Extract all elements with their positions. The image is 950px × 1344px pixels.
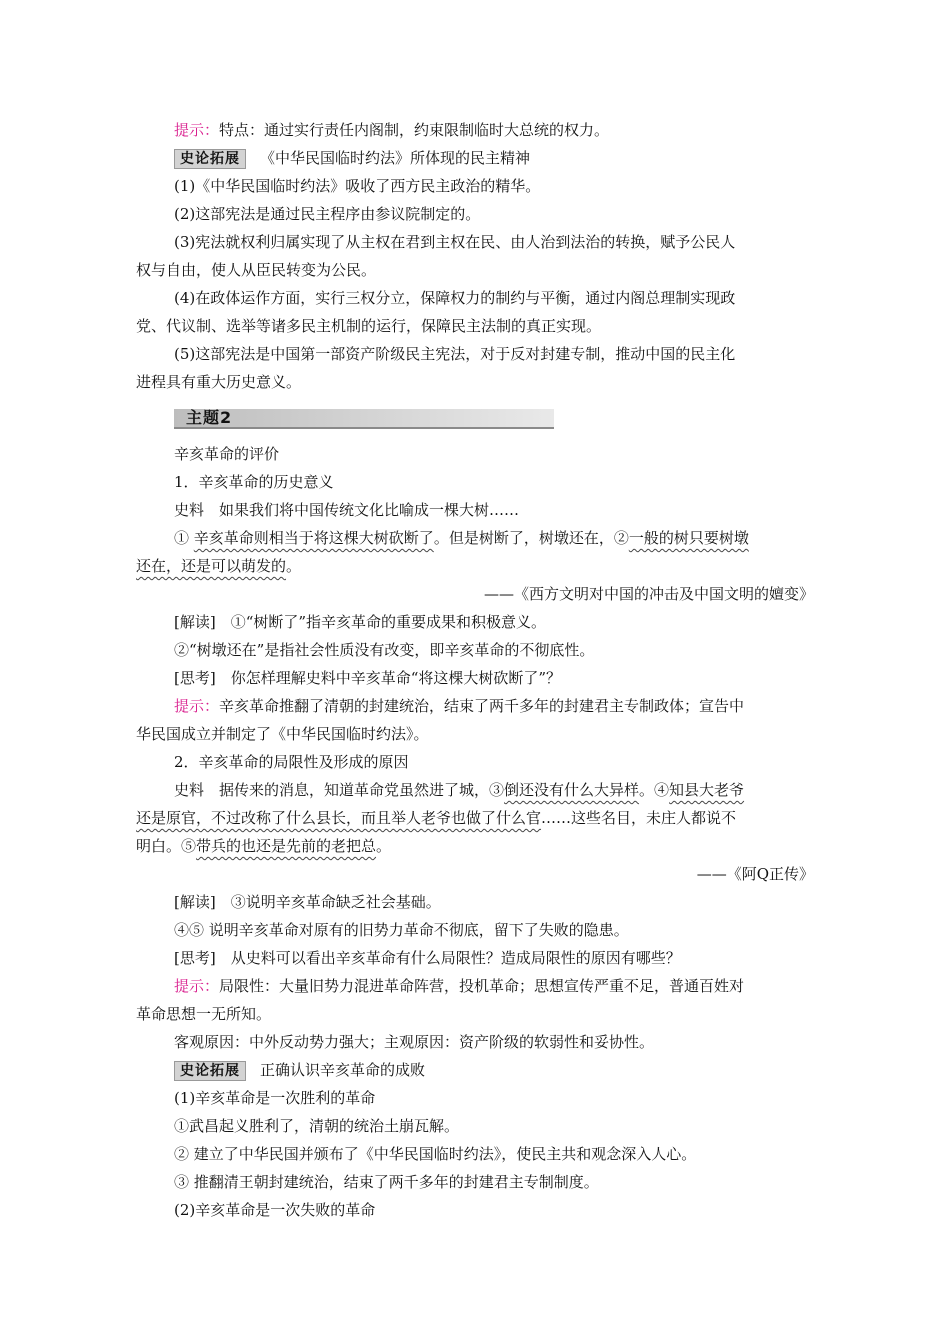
extension-heading xyxy=(136,1056,816,1084)
hint-line xyxy=(136,972,816,1000)
hint-line-cont: 华民国成立并制定了《中华民国临时约法》。 xyxy=(136,725,429,743)
source-line-cont xyxy=(136,832,816,860)
extension-tag: 史论拓展 xyxy=(174,149,246,169)
subsection-heading: 1．辛亥革命的历史意义 xyxy=(174,473,334,491)
interpretation: [解读] ①“树断了”指辛亥革命的重要成果和积极意义。 xyxy=(174,613,547,631)
hint-line-cont: 革命思想一无所知。 xyxy=(136,1005,272,1023)
section-title: 辛亥革命的评价 xyxy=(174,445,280,463)
wavy-text: 倒还没有什么大异样 xyxy=(504,781,640,799)
question: [思考] 你怎样理解史料中辛亥革命“将这棵大树砍断了”？ xyxy=(174,669,562,687)
wavy-text: 还在，还是可以萌发的 xyxy=(136,557,287,575)
paragraph: 客观原因：中外反动势力强大；主观原因：资产阶级的软弱性和妥协性。 xyxy=(174,1033,655,1051)
topic-label: 主题2 xyxy=(186,408,233,427)
paragraph-cont: 权与自由，使人从臣民转变为公民。 xyxy=(136,261,377,279)
hint-text: 特点：通过实行责任内阁制，约束限制临时大总统的权力。 xyxy=(219,121,610,139)
list-item: (2)辛亥革命是一次失败的革命 xyxy=(174,1201,376,1219)
interpretation: ④⑤ 说明辛亥革命对原有的旧势力革命不彻底，留下了失败的隐患。 xyxy=(174,921,629,939)
source-line-cont xyxy=(136,804,816,832)
paragraph-cont: 进程具有重大历史意义。 xyxy=(136,373,302,391)
extension-heading xyxy=(136,144,816,172)
topic-banner xyxy=(174,406,554,434)
text: 史料 据传来的消息，知道革命党虽然进了城，③ xyxy=(174,781,505,799)
paragraph: (3)宪法就权利归属实现了从主权在君到主权在民、由人治到法治的转换，赋予公民人 xyxy=(174,233,736,251)
text: ……这些名目，未庄人都说不 xyxy=(541,809,737,827)
wavy-text: 一般的树只要树墩 xyxy=(628,529,749,547)
marker: ① xyxy=(174,529,190,547)
hint-label: 提示： xyxy=(174,121,220,139)
source-line xyxy=(136,776,816,804)
hint-line xyxy=(136,116,816,144)
list-item: (1)辛亥革命是一次胜利的革命 xyxy=(174,1089,376,1107)
citation: ——《阿Q正传》 xyxy=(696,865,814,883)
wavy-text: 辛亥革命则相当于将这棵大树砍断了 xyxy=(193,529,434,547)
hint-text: 辛亥革命推翻了清朝的封建统治，结束了两千多年的封建君主专制政体；宣告中 xyxy=(219,697,745,715)
list-item: ③ 推翻清王朝封建统治，结束了两千多年的封建君主专制制度。 xyxy=(174,1173,599,1191)
interpretation: ②“树墩还在”是指社会性质没有改变，即辛亥革命的不彻底性。 xyxy=(174,641,595,659)
paragraph: (5)这部宪法是中国第一部资产阶级民主宪法，对于反对封建专制，推动中国的民主化 xyxy=(174,345,736,363)
text: 。④ xyxy=(639,781,670,799)
paragraph: (1)《中华民国临时约法》吸收了西方民主政治的精华。 xyxy=(174,177,541,195)
wavy-text: 还是原官，不过改称了什么县长，而且举人老爷也做了什么官 xyxy=(136,809,542,827)
subsection-heading: 2．辛亥革命的局限性及形成的原因 xyxy=(174,753,409,771)
quote-line-cont xyxy=(136,552,816,580)
hint-line xyxy=(136,692,816,720)
list-item: ①武昌起义胜利了，清朝的统治土崩瓦解。 xyxy=(174,1117,460,1135)
text: 。 xyxy=(286,557,302,575)
extension-title: 正确认识辛亥革命的成败 xyxy=(260,1061,426,1079)
list-item: ② 建立了中华民国并颁布了《中华民国临时约法》，使民主共和观念深入人心。 xyxy=(174,1145,697,1163)
paragraph: (4)在政体运作方面，实行三权分立，保障权力的制约与平衡，通过内阁总理制实现政 xyxy=(174,289,736,307)
paragraph-cont: 党、代议制、选举等诸多民主机制的运行，保障民主法制的真正实现。 xyxy=(136,317,602,335)
text: 明白。⑤ xyxy=(136,837,197,855)
extension-title: 《中华民国临时约法》所体现的民主精神 xyxy=(260,149,531,167)
paragraph: (2)这部宪法是通过民主程序由参议院制定的。 xyxy=(174,205,481,223)
wavy-text: 知县大老爷 xyxy=(669,781,745,799)
quote-line xyxy=(136,524,816,552)
hint-label: 提示： xyxy=(174,697,220,715)
wavy-text: 带兵的也还是先前的老把总 xyxy=(196,837,377,855)
hint-text: 局限性：大量旧势力混进革命阵营，投机革命；思想宣传严重不足，普通百姓对 xyxy=(219,977,745,995)
hint-label: 提示： xyxy=(174,977,220,995)
interpretation: [解读] ③说明辛亥革命缺乏社会基础。 xyxy=(174,893,441,911)
citation: ——《西方文明对中国的冲击及中国文明的嬗变》 xyxy=(483,585,814,603)
document-page xyxy=(136,116,816,1224)
source-line: 史料 如果我们将中国传统文化比喻成一棵大树…… xyxy=(174,501,520,519)
question: [思考] 从史料可以看出辛亥革命有什么局限性？造成局限性的原因有哪些？ xyxy=(174,949,681,967)
text: 。 xyxy=(376,837,392,855)
text: 。但是树断了，树墩还在，② xyxy=(433,529,629,547)
extension-tag: 史论拓展 xyxy=(174,1061,246,1081)
